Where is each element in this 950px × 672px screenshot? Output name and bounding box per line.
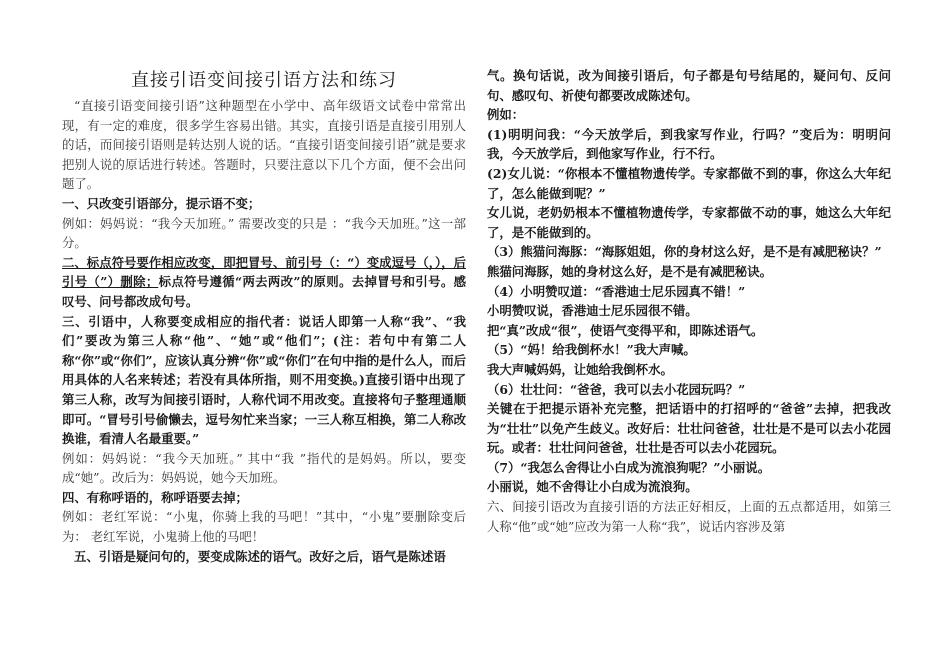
rule-5-continued: 气。换句话说，改为间接引语后，句子都是句号结尾的，疑问句、反问句、感叹句、祈使句都要改成陈述句。 xyxy=(487,68,891,103)
rule-6-paragraph: 六、间接引语改为直接引语的方法正好相反，上面的五点都适用，如第三人称“他”或“她”应改为第一人称“我”，说话内容涉及第 xyxy=(487,499,891,534)
example-1: (1)明明问我：“今天放学后，到我家写作业，行吗？”变后为：明明问我，今天放学后，到他家写作业，行不行。 xyxy=(487,126,891,162)
rule-1-example: 例如：妈妈说：“我今天加班。” 需要改变的只是 ：“我今天加班。”这一部分。 xyxy=(62,215,466,251)
example-7-answer: 小丽说，她不舍得让小白成为流浪狗。 xyxy=(487,479,698,495)
rule-4-heading: 四、有称呼语的，称呼语要去掉； xyxy=(62,489,248,505)
example-label: 例如： xyxy=(487,107,525,123)
rule-3-paragraph: 三、引语中，人称要变成相应的指代者：说话人即第一人称“我”、“我们”要改为第三人称“他”、“她”或“他们”；(注：若句中有第二人称“你”或“你们”，应该认真分辨“你”或“你们”在句中指的是什么人，而后用具体的人名来转述；若没有具体所指，则不用变换。)直接引语中出现了第三人称，改写为间接引语时，人称代词不用改变。直接将句子整理通顺即可。“冒号引号偷懒去，逗号匆忙来当家；一三人称互相换，第二人称改换谁，看清人名最重要。” xyxy=(62,313,466,447)
document-title: 直接引语变间接引语方法和练习 xyxy=(131,70,397,91)
example-7-question: （7）“我怎么舍得让小白成为流浪狗呢？”小丽说。 xyxy=(487,459,771,475)
example-5-answer: 我大声喊妈妈，让她给我倒杯水。 xyxy=(487,361,673,377)
intro-paragraph: “直接引语变间接引语”这种题型在小学中、高年级语文试卷中常常出现，有一定的难度，很多学生容易出错。其实，直接引语是直接引用别人的话，而间接引语则是转达别人说的话。“直接引语变间接引语”就是要求把别人说的原话进行转述。答题时，只要注意以下几个方面，便不会出问题了。 xyxy=(62,98,466,192)
rule-2-rest: 标点符号遵循“两去两改”的原则。去掉冒号和引号。感叹号、问号都改成句号。 xyxy=(62,274,466,309)
example-2-question: (2)女儿说：“你根本不懂植物遗传学。专家都做不到的事，你这么大年纪了，怎么能做到呢？” xyxy=(487,165,891,201)
example-6-question: （6）壮壮问：“爸爸，我可以去小花园玩吗？” xyxy=(487,381,746,397)
rule-2-underlined: 二、标点符号要作相应改变，即把冒号、前引号（：“）变成逗号（，），后引号（”）删除； xyxy=(62,254,466,290)
example-4-question: （4）小明赞叹道：“香港迪士尼乐园真不错！” xyxy=(487,283,746,299)
rule-3-example: 例如：妈妈说：“我今天加班。” 其中“我 ”指代的是妈妈。所以，要变成“她”。改后为：妈妈说，她今天加班。 xyxy=(62,450,466,486)
rule-1-heading: 一、只改变引语部分，提示语不变； xyxy=(62,195,261,211)
example-3-answer: 熊猫问海豚，她的身材这么好，是不是有减肥秘诀。 xyxy=(487,263,772,279)
rule-5-start: 五、引语是疑问句的，要变成陈述的语气。改好之后，语气是陈述语 xyxy=(74,548,446,564)
example-2-answer: 女儿说，老奶奶根本不懂植物遗传学，专家都做不动的事，她这么大年纪了，是不能做到的。 xyxy=(487,205,891,240)
example-6-answer: 关键在于把提示语补充完整，把话语中的打招呼的“爸爸”去掉，把我改为“壮壮”以免产生歧义。改好后：壮壮问爸爸，壮壮是不是可以去小花园玩。或者：壮壮问问爸爸，壮壮是否可以去小花园玩。 xyxy=(487,401,891,456)
rule-4-example: 例如：老红军说：“小鬼，你骑上我的马吧！”其中，“小鬼”要删除变后为： 老红军说，小鬼骑上他的马吧！ xyxy=(62,509,466,545)
example-5-question: （5）“妈！给我倒杯水！”我大声喊。 xyxy=(487,342,696,358)
example-3-question: （3）熊猫问海豚：“海豚姐姐，你的身材这么好，是不是有减肥秘诀？” xyxy=(487,244,882,260)
rule-2-paragraph xyxy=(62,253,466,312)
right-column xyxy=(487,66,891,536)
left-column xyxy=(62,62,466,566)
example-4-note: 把“真”改成“很”，使语气变得平和，即陈述语气。 xyxy=(487,322,764,338)
example-4-answer: 小明赞叹说，香港迪士尼乐园很不错。 xyxy=(487,303,698,319)
